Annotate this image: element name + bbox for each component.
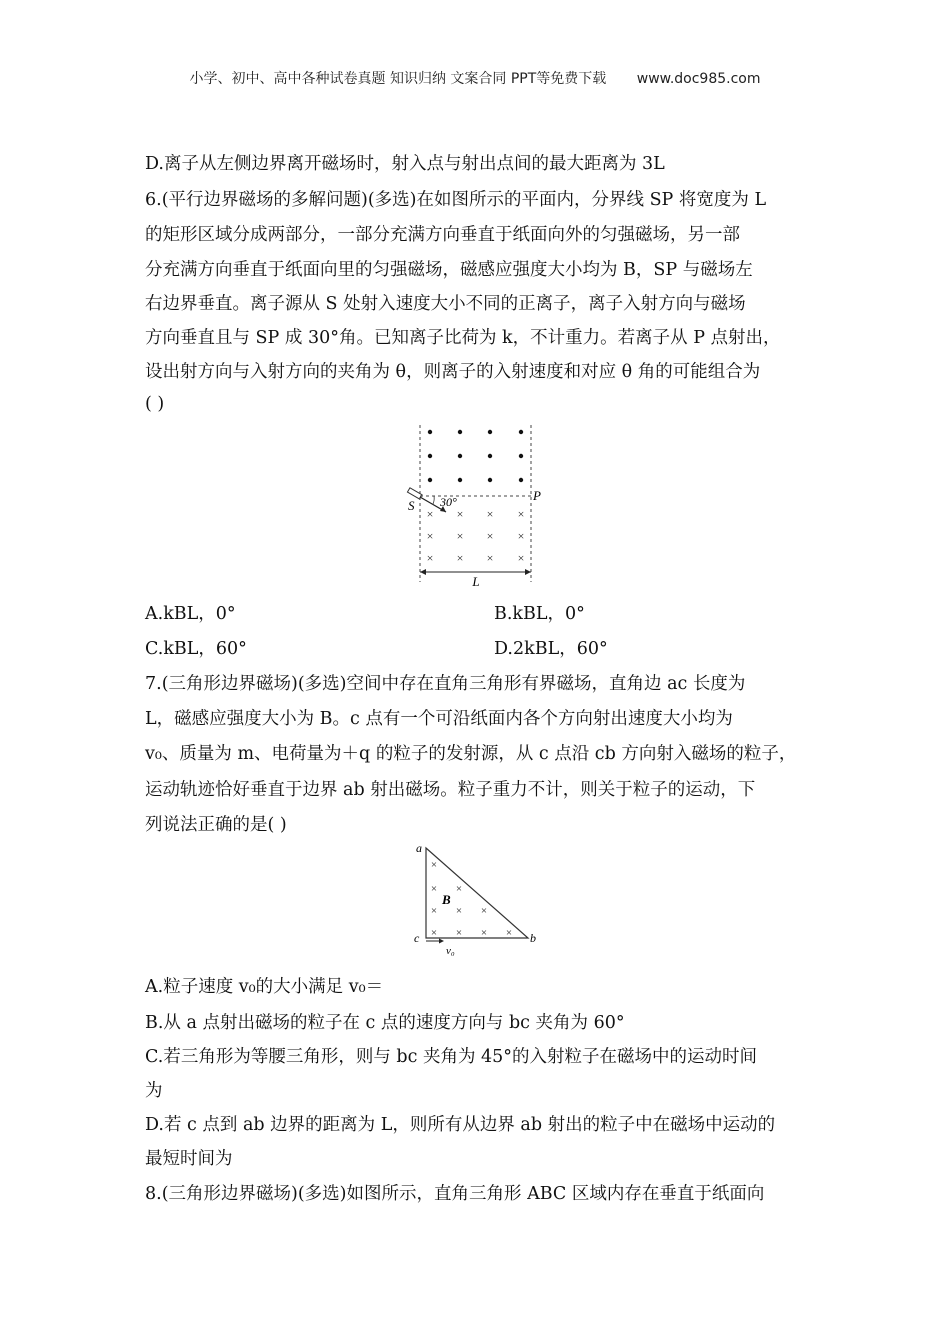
svg-text:×: × — [455, 905, 463, 917]
svg-text:×: × — [426, 507, 434, 521]
svg-text:×: × — [430, 883, 438, 895]
q6-line-4: 右边界垂直。离子源从 S 处射入速度大小不同的正离子，离子入射方向与磁场 — [145, 294, 746, 314]
q6-line-1: 6.(平行边界磁场的多解问题)(多选)在如图所示的平面内，分界线 SP 将宽度为 L — [145, 190, 767, 210]
svg-text:×: × — [455, 883, 463, 895]
q6-label-s: S — [408, 498, 415, 513]
header-site: www.doc985.com — [636, 71, 761, 87]
q7-label-c: c — [414, 931, 420, 945]
svg-text:×: × — [456, 507, 464, 521]
q7-line-5: 列说法正确的是( ) — [145, 815, 287, 835]
q7-line-2: L，磁感应强度大小为 B。c 点有一个可沿纸面内各个方向射出速度大小均为 — [145, 709, 733, 729]
q7-option-a: A.粒子速度 v₀的大小满足 v₀＝ — [145, 977, 384, 997]
q6-label-angle: 30° — [440, 495, 457, 509]
svg-text:×: × — [456, 529, 464, 543]
q7-label-a: a — [416, 841, 422, 855]
svg-text:×: × — [517, 507, 525, 521]
svg-text:×: × — [517, 551, 525, 565]
q6-label-width: L — [472, 574, 480, 589]
q6-option-b: B.kBL，0° — [494, 604, 585, 624]
svg-text:×: × — [486, 551, 494, 565]
svg-text:×: × — [426, 529, 434, 543]
q6-option-d: D.2kBL，60° — [494, 639, 608, 659]
svg-text:×: × — [505, 927, 513, 939]
q7-label-b: b — [530, 931, 536, 945]
q8-line-1: 8.(三角形边界磁场)(多选)如图所示，直角三角形 ABC 区域内存在垂直于纸面向 — [145, 1184, 765, 1204]
svg-text:×: × — [430, 859, 438, 871]
q7-line-3: v₀、质量为 m、电荷量为＋q 的粒子的发射源，从 c 点沿 cb 方向射入磁场的粒子， — [145, 744, 797, 764]
q7-label-field: B — [442, 892, 451, 907]
prev-option-d: D.离子从左侧边界离开磁场时，射入点与射出点间的最大距离为 3L — [145, 154, 665, 174]
q6-option-a: A.kBL，0° — [145, 604, 236, 624]
q7-option-c: C.若三角形为等腰三角形，则与 bc 夹角为 45°的入射粒子在磁场中的运动时间 — [145, 1047, 758, 1067]
q6-label-p: P — [533, 488, 541, 503]
q7-figure — [408, 838, 548, 958]
svg-text:×: × — [430, 927, 438, 939]
q6-line-7: ( ) — [145, 394, 165, 414]
q7-label-v0: v₀ — [446, 945, 455, 957]
svg-text:×: × — [486, 507, 494, 521]
q6-line-2: 的矩形区域分成两部分，一部分充满方向垂直于纸面向外的匀强磁场，另一部 — [145, 225, 740, 245]
q7-line-4: 运动轨迹恰好垂直于边界 ab 射出磁场。粒子重力不计，则关于粒子的运动，下 — [145, 780, 756, 800]
q6-line-6: 设出射方向与入射方向的夹角为 θ，则离子的入射速度和对应 θ 角的可能组合为 — [145, 362, 761, 382]
q6-line-3: 分充满方向垂直于纸面向里的匀强磁场，磁感应强度大小均为 B，SP 与磁场左 — [145, 260, 753, 280]
svg-text:×: × — [430, 905, 438, 917]
q7-option-b: B.从 a 点射出磁场的粒子在 c 点的速度方向与 bc 夹角为 60° — [145, 1013, 625, 1033]
svg-text:×: × — [517, 529, 525, 543]
svg-text:×: × — [456, 551, 464, 565]
q7-option-d-cont: 最短时间为 — [145, 1149, 233, 1169]
header-text: 小学、初中、高中各种试卷真题 知识归纳 文案合同 PPT等免费下载 — [189, 71, 607, 87]
svg-text:×: × — [455, 927, 463, 939]
page-header — [0, 68, 950, 88]
svg-text:×: × — [480, 905, 488, 917]
q7-option-c-cont: 为 — [145, 1081, 163, 1101]
svg-text:×: × — [486, 529, 494, 543]
q6-option-c: C.kBL，60° — [145, 639, 247, 659]
svg-text:×: × — [426, 551, 434, 565]
q6-figure — [400, 420, 550, 590]
q7-line-1: 7.(三角形边界磁场)(多选)空间中存在直角三角形有界磁场，直角边 ac 长度为 — [145, 674, 746, 694]
q6-line-5: 方向垂直且与 SP 成 30°角。已知离子比荷为 k，不计重力。若离子从 P 点射出， — [145, 328, 781, 348]
svg-text:×: × — [480, 927, 488, 939]
q7-option-d: D.若 c 点到 ab 边界的距离为 L，则所有从边界 ab 射出的粒子中在磁场中运动的 — [145, 1115, 776, 1135]
